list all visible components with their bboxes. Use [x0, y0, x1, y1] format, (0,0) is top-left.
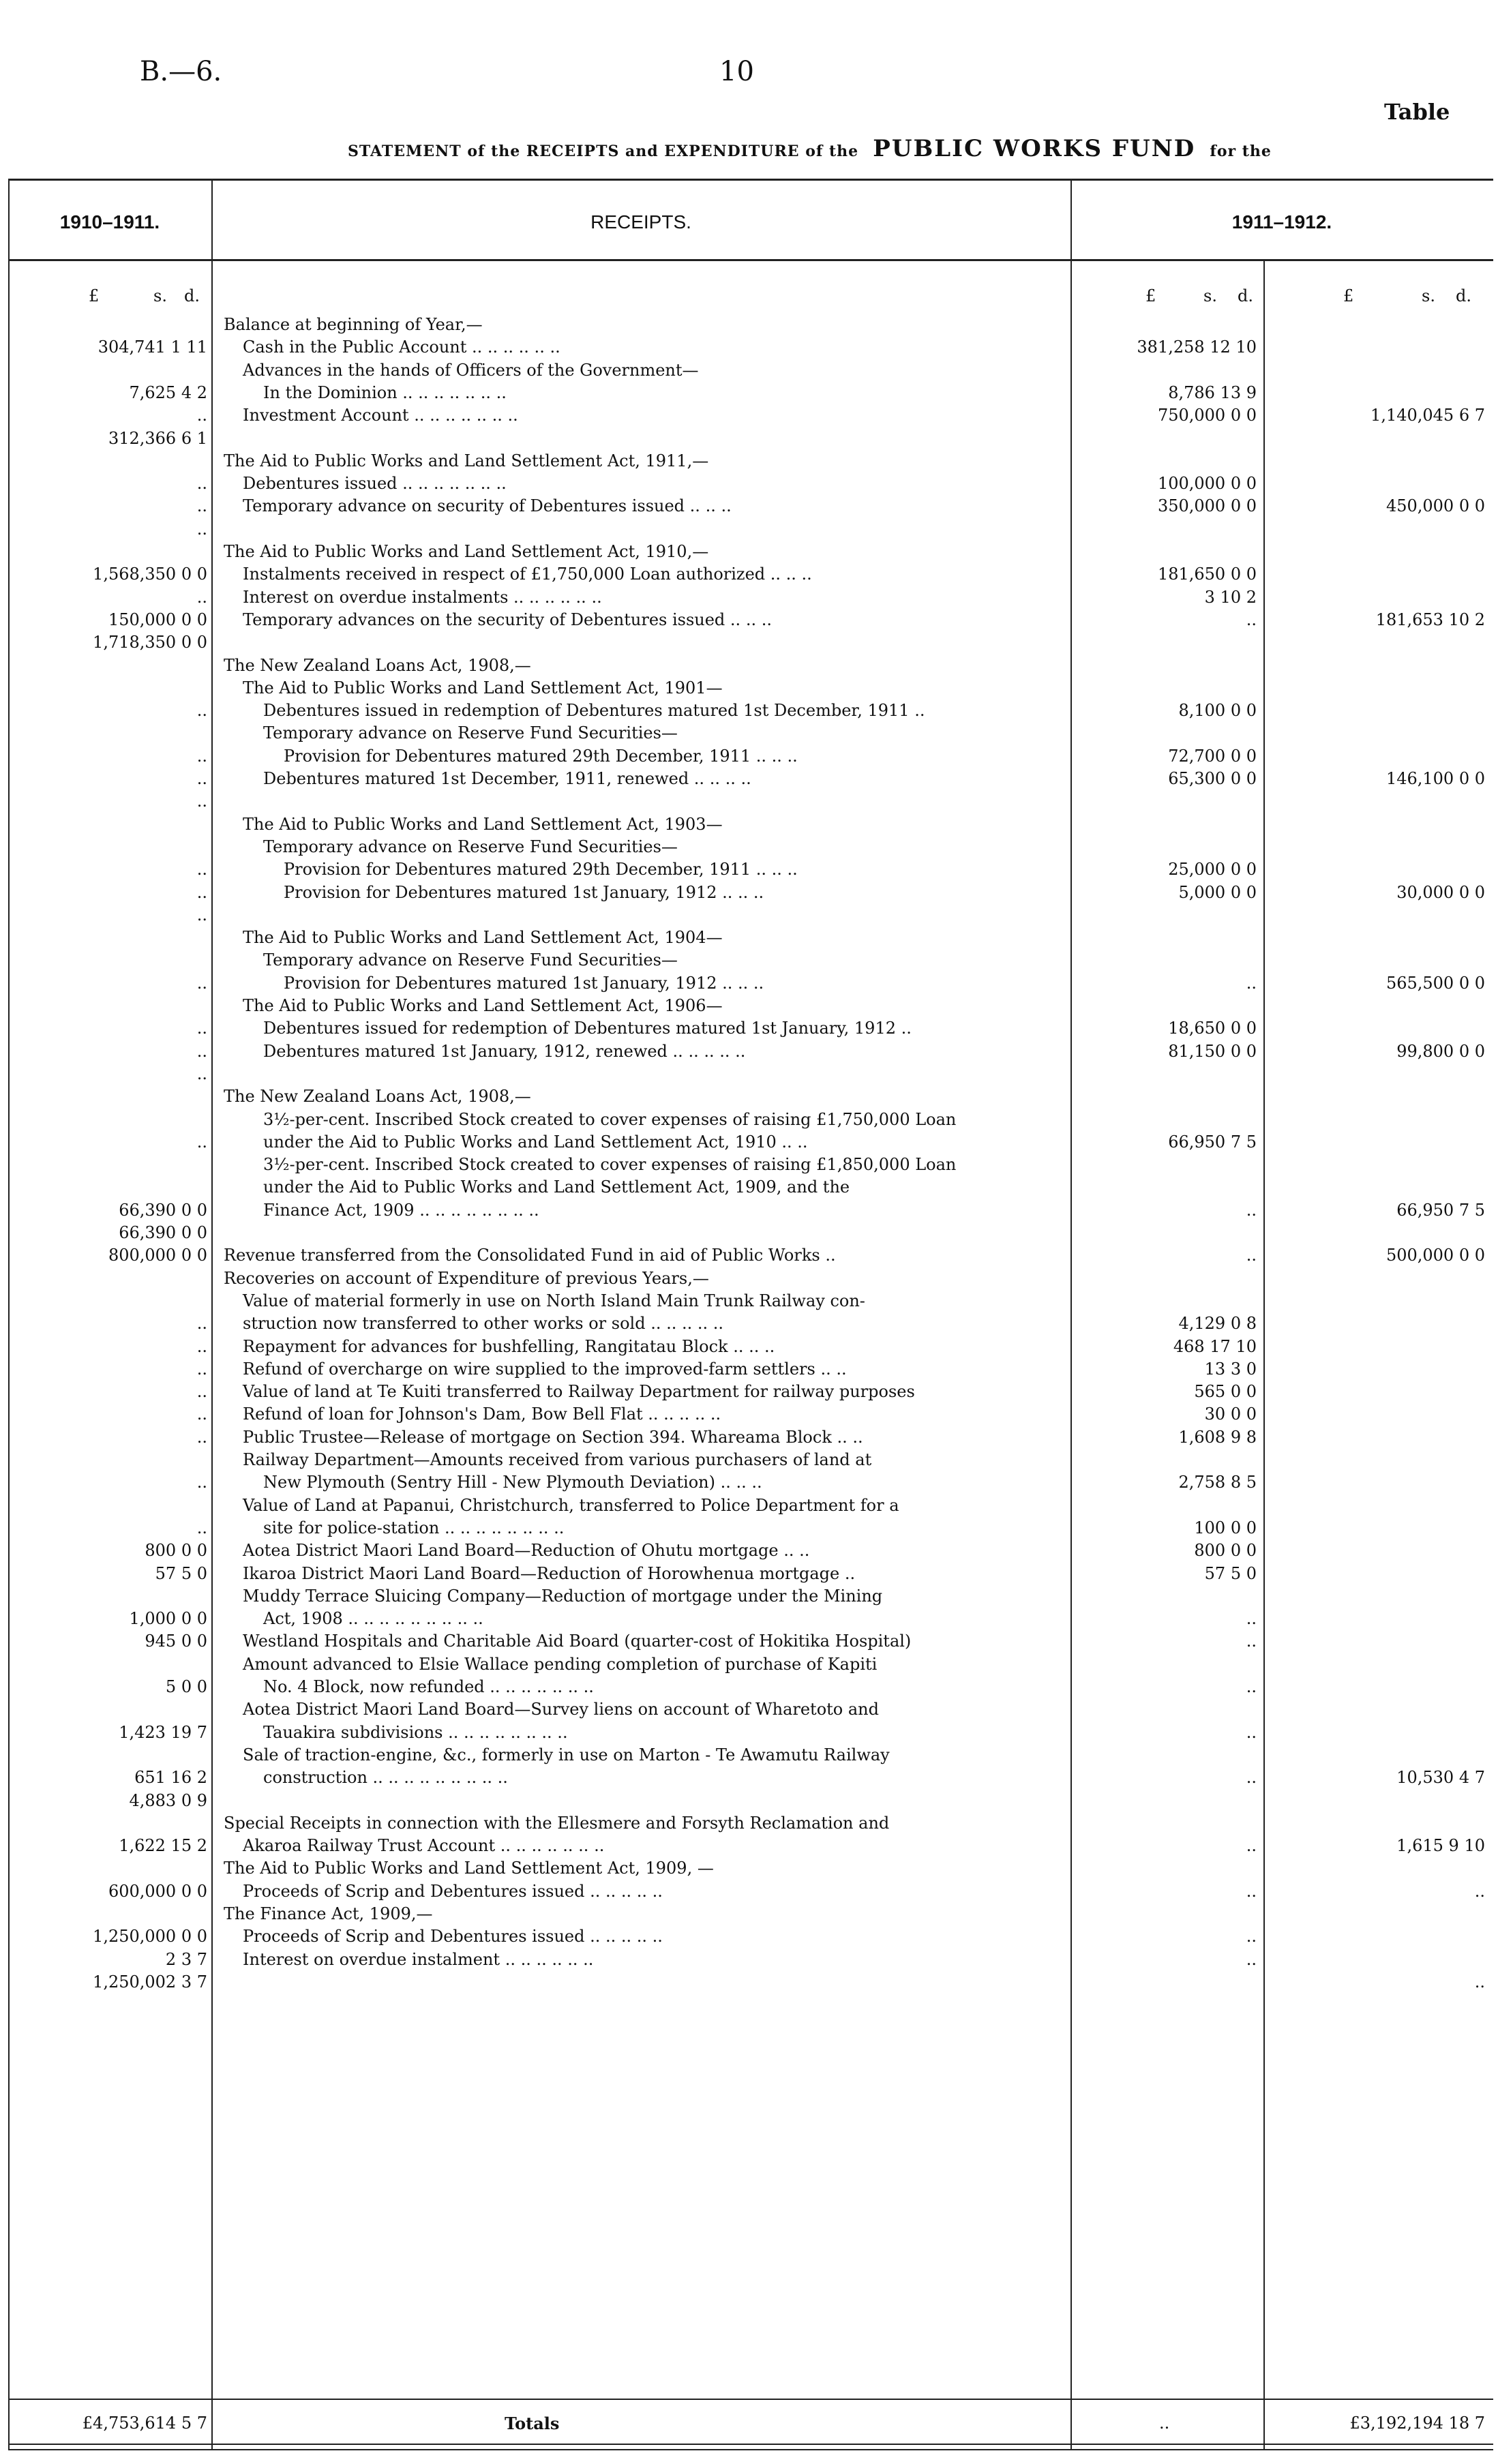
totals-cur-year: £3,192,194 18 7 — [1349, 2414, 1485, 2433]
cur-year-detail-amount: 66,950 7 5 — [1168, 1132, 1257, 1152]
prev-year-amount: 1,718,350 0 0 — [93, 633, 207, 652]
receipt-description: Railway Department—Amounts received from various purchasers of land at — [243, 1450, 872, 1469]
cur-year-detail-amount: 565 0 0 — [1194, 1382, 1257, 1402]
receipt-description: Temporary advances on the security of Debentures issued .. .. .. — [243, 610, 772, 629]
cur-year-detail-amount: 3 10 2 — [1204, 587, 1257, 607]
receipt-description: 3½-per-cent. Inscribed Stock created to cover expenses of raising £1,750,000 Loan — [263, 1109, 957, 1129]
cur-year-detail-amount: 65,300 0 0 — [1168, 769, 1257, 788]
receipt-description: New Plymouth (Sentry Hill - New Plymouth Deviation) .. .. .. — [263, 1473, 762, 1492]
header-bottom-rule — [8, 259, 1493, 261]
receipt-description: The Aid to Public Works and Land Settlement Act, 1903— — [243, 814, 723, 834]
receipt-description: Act, 1908 .. .. .. .. .. .. .. .. .. — [263, 1609, 483, 1629]
receipt-description: Provision for Debentures matured 1st January, 1912 .. .. .. — [284, 882, 764, 902]
receipt-description: Akaroa Railway Trust Account .. .. .. .. .. .. .. — [243, 1836, 605, 1856]
statement-caption — [348, 135, 1272, 162]
cur-year-total-amount: 66,950 7 5 — [1396, 1200, 1485, 1220]
prev-year-amount: 5 0 0 — [165, 1677, 207, 1696]
receipt-description: Westland Hospitals and Charitable Aid Board (quarter-cost of Hokitika Hospital) — [243, 1632, 912, 1651]
receipt-description: Proceeds of Scrip and Debentures issued .. .. .. .. .. — [243, 1927, 663, 1947]
totals-label: Totals — [505, 2414, 560, 2433]
prev-year-amount: 1,622 15 2 — [119, 1836, 207, 1856]
receipt-description: Interest on overdue instalment .. .. .. .. .. .. — [243, 1949, 594, 1969]
cur-year-detail-amount: 8,786 13 9 — [1168, 382, 1257, 402]
cur-year-detail-amount: 1,608 9 8 — [1178, 1427, 1257, 1447]
receipt-description: Balance at beginning of Year,— — [224, 315, 483, 334]
prev-year-amount: 651 16 2 — [134, 1768, 207, 1788]
cur-year-detail-amount: 8,100 0 0 — [1178, 701, 1257, 721]
cur-year-detail-amount: .. — [1246, 1200, 1257, 1220]
totals-bottom-rule-2 — [8, 2449, 1493, 2450]
cur-year-detail-amount: 81,150 0 0 — [1168, 1041, 1257, 1061]
receipt-description: In the Dominion .. .. .. .. .. .. .. — [263, 382, 507, 402]
prev-year-amount: 1,250,002 3 7 — [93, 1972, 207, 1992]
cur-year-detail-amount: .. — [1246, 1677, 1257, 1696]
receipt-description: Debentures issued in redemption of Debentures matured 1st December, 1911 .. — [263, 701, 925, 721]
prev-year-amount: 800 0 0 — [145, 1541, 207, 1561]
cur-year-detail-amount: 350,000 0 0 — [1157, 496, 1257, 516]
receipt-description: Aotea District Maori Land Board—Survey liens on account of Wharetoto and — [243, 1700, 879, 1719]
prev-year-amount: .. — [196, 1427, 207, 1447]
receipt-description: The New Zealand Loans Act, 1908,— — [224, 655, 531, 675]
cur-year-total-amount: 30,000 0 0 — [1396, 882, 1485, 902]
prev-year-amount: 1,423 19 7 — [119, 1722, 207, 1742]
receipt-description: Provision for Debentures matured 1st January, 1912 .. .. .. — [284, 973, 764, 993]
prev-year-amount: 66,390 0 0 — [119, 1223, 207, 1242]
prev-year-amount: 57 5 0 — [155, 1563, 207, 1583]
cur-year-detail-amount: .. — [1246, 1246, 1257, 1265]
prev-year-amount: 66,390 0 0 — [119, 1200, 207, 1220]
receipt-description: Temporary advance on security of Debentures issued .. .. .. — [243, 496, 732, 516]
totals-top-rule — [8, 2399, 1493, 2400]
receipt-description: Value of material formerly in use on North Island Main Trunk Railway con- — [243, 1291, 865, 1310]
receipt-description: The Aid to Public Works and Land Settlement Act, 1904— — [243, 928, 723, 948]
cur-year-detail-amount: .. — [1246, 1632, 1257, 1651]
prev-year-amount: 312,366 6 1 — [108, 428, 207, 448]
cur-year-detail-amount: 468 17 10 — [1173, 1336, 1257, 1356]
receipt-description: The Aid to Public Works and Land Settlement Act, 1910,— — [224, 542, 709, 561]
cur-year-detail-amount: .. — [1246, 1836, 1257, 1856]
cur-year-total-amount: 10,530 4 7 — [1396, 1768, 1485, 1788]
receipt-description: Debentures matured 1st January, 1912, renewed .. .. .. .. .. — [263, 1041, 746, 1061]
cur-year-detail-amount: 381,258 12 10 — [1137, 337, 1257, 357]
prev-year-amount: .. — [196, 1518, 207, 1537]
receipt-description: Temporary advance on Reserve Fund Securities— — [263, 950, 678, 970]
receipt-description: Debentures issued for redemption of Debentures matured 1st January, 1912 .. — [263, 1019, 912, 1038]
totals-mid: .. — [1159, 2414, 1170, 2433]
receipt-description: under the Aid to Public Works and Land Settlement Act, 1909, and the — [263, 1177, 850, 1197]
prev-year-amount: .. — [196, 1064, 207, 1083]
receipt-description: Refund of loan for Johnson's Dam, Bow Bell Flat .. .. .. .. .. — [243, 1404, 721, 1424]
prev-year-amount: .. — [196, 746, 207, 766]
receipt-description: Ikaroa District Maori Land Board—Reduction of Horowhenua mortgage .. — [243, 1563, 856, 1583]
cur-year-detail-amount: 100,000 0 0 — [1157, 474, 1257, 494]
prev-year-amount: .. — [196, 1019, 207, 1038]
prev-year-amount: 1,000 0 0 — [129, 1609, 207, 1629]
cur-year-detail-amount: 72,700 0 0 — [1168, 746, 1257, 766]
cur-year-total-amount: 1,615 9 10 — [1396, 1836, 1485, 1856]
cur-year-detail-amount: 5,000 0 0 — [1178, 882, 1257, 902]
receipt-description: No. 4 Block, now refunded .. .. .. .. .. .. .. — [263, 1677, 594, 1696]
prev-year-amount: .. — [196, 1382, 207, 1402]
cur-year-total-amount: 450,000 0 0 — [1385, 496, 1485, 516]
receipt-description: The New Zealand Loans Act, 1908,— — [224, 1087, 531, 1107]
prev-year-amount: .. — [196, 1359, 207, 1379]
left-d-unit: d. — [184, 286, 200, 305]
prev-year-amount: 2 3 7 — [165, 1949, 207, 1969]
prev-year-amount: 1,568,350 0 0 — [93, 565, 207, 584]
prev-year-amount: .. — [196, 769, 207, 788]
cur-year-detail-amount: .. — [1246, 610, 1257, 629]
mid-d-unit: d. — [1238, 286, 1253, 305]
receipt-description: Public Trustee—Release of mortgage on Section 394. Whareama Block .. .. — [243, 1427, 863, 1447]
cur-year-detail-amount: .. — [1246, 1722, 1257, 1742]
cur-year-detail-amount: 25,000 0 0 — [1168, 860, 1257, 880]
receipt-description: Amount advanced to Elsie Wallace pending completion of purchase of Kapiti — [243, 1654, 878, 1674]
prev-year-amount: 304,741 1 11 — [98, 337, 207, 357]
prev-year-amount: .. — [196, 1336, 207, 1356]
receipt-description: construction .. .. .. .. .. .. .. .. .. — [263, 1768, 508, 1788]
cur-year-detail-amount: 800 0 0 — [1194, 1541, 1257, 1561]
cur-year-total-amount: 181,653 10 2 — [1375, 610, 1485, 629]
receipt-description: Advances in the hands of Officers of the Government— — [243, 360, 699, 380]
prev-year-amount: .. — [196, 973, 207, 993]
cur-year-detail-amount: 57 5 0 — [1204, 1563, 1257, 1583]
cur-year-detail-amount: .. — [1246, 973, 1257, 993]
caption-suffix: for the — [1210, 142, 1272, 160]
receipt-description: Finance Act, 1909 .. .. .. .. .. .. .. .. — [263, 1200, 539, 1220]
cur-year-total-amount: 500,000 0 0 — [1385, 1246, 1485, 1265]
receipt-description: Value of Land at Papanui, Christchurch, transferred to Police Department for a — [243, 1495, 899, 1515]
prev-year-amount: .. — [196, 587, 207, 607]
receipt-description: Sale of traction-engine, &c., formerly in use on Marton - Te Awamutu Railway — [243, 1745, 890, 1764]
prev-year-amount: .. — [196, 701, 207, 721]
receipt-description: Provision for Debentures matured 29th December, 1911 .. .. .. — [284, 860, 798, 880]
prev-year-amount: 945 0 0 — [145, 1632, 207, 1651]
receipt-description: Interest on overdue instalments .. .. .. .. .. .. — [243, 587, 602, 607]
cur-year-detail-amount: .. — [1246, 1881, 1257, 1901]
prev-year-amount: .. — [196, 519, 207, 539]
cur-year-detail-amount: 100 0 0 — [1194, 1518, 1257, 1537]
caption-prefix: STATEMENT of the RECEIPTS and EXPENDITURE of the — [348, 142, 859, 160]
cur-year-detail-amount: 2,758 8 5 — [1178, 1473, 1257, 1492]
receipt-description: Special Receipts in connection with the Ellesmere and Forsyth Reclamation and — [224, 1813, 890, 1833]
receipt-description: Aotea District Maori Land Board—Reduction of Ohutu mortgage .. .. — [243, 1541, 810, 1561]
cur-year-detail-amount: 18,650 0 0 — [1168, 1019, 1257, 1038]
prev-year-amount: 150,000 0 0 — [108, 610, 207, 629]
divider-right — [1263, 259, 1265, 2449]
right-d-unit: d. — [1456, 286, 1471, 305]
prev-year-amount: .. — [196, 1041, 207, 1061]
prev-year-amount: 800,000 0 0 — [108, 1246, 207, 1265]
cur-year-detail-amount: 750,000 0 0 — [1157, 406, 1257, 425]
receipt-description: Repayment for advances for bushfelling, Rangitatau Block .. .. .. — [243, 1336, 775, 1356]
receipt-description: Investment Account .. .. .. .. .. .. .. — [243, 406, 518, 425]
receipt-description: Proceeds of Scrip and Debentures issued .. .. .. .. .. — [243, 1881, 663, 1901]
column-cur-year: 1911–1912. — [1231, 211, 1332, 232]
prev-year-amount: .. — [196, 406, 207, 425]
cur-year-total-amount: 99,800 0 0 — [1396, 1041, 1485, 1061]
column-receipts: RECEIPTS. — [590, 211, 691, 232]
series-label: B.—6. — [140, 56, 222, 87]
cur-year-detail-amount: 181,650 0 0 — [1157, 565, 1257, 584]
prev-year-amount: .. — [196, 474, 207, 494]
left-pound-unit: £ — [89, 286, 100, 305]
page-number: 10 — [719, 56, 754, 87]
receipt-description: Tauakira subdivisions .. .. .. .. .. .. .. .. — [263, 1722, 568, 1742]
table-top-rule — [8, 179, 1493, 181]
receipt-description: under the Aid to Public Works and Land Settlement Act, 1910 .. .. — [263, 1132, 808, 1152]
cur-year-detail-amount: .. — [1246, 1949, 1257, 1969]
prev-year-amount: .. — [196, 905, 207, 925]
cur-year-total-amount: 565,500 0 0 — [1385, 973, 1485, 993]
right-pound-unit: £ — [1343, 286, 1354, 305]
mid-pound-unit: £ — [1145, 286, 1156, 305]
receipt-description: Refund of overcharge on wire supplied to the improved-farm settlers .. .. — [243, 1359, 847, 1379]
column-prev-year: 1910–1911. — [59, 211, 160, 232]
receipt-description: Debentures issued .. .. .. .. .. .. .. — [243, 474, 507, 494]
prev-year-amount: .. — [196, 860, 207, 880]
receipt-description: The Aid to Public Works and Land Settlement Act, 1909, — — [224, 1859, 714, 1878]
right-s-unit: s. — [1422, 286, 1435, 305]
cur-year-detail-amount: .. — [1246, 1768, 1257, 1788]
cur-year-detail-amount: 4,129 0 8 — [1178, 1314, 1257, 1334]
receipt-description: Recoveries on account of Expenditure of previous Years,— — [224, 1268, 709, 1288]
prev-year-amount: .. — [196, 1473, 207, 1492]
mid-s-unit: s. — [1203, 286, 1217, 305]
receipt-description: The Aid to Public Works and Land Settlement Act, 1901— — [243, 678, 723, 697]
prev-year-amount: .. — [196, 496, 207, 516]
receipt-description: Cash in the Public Account .. .. .. .. .. .. — [243, 337, 560, 357]
receipt-description: Temporary advance on Reserve Fund Securities— — [263, 723, 678, 743]
prev-year-amount: 600,000 0 0 — [108, 1881, 207, 1901]
receipt-description: struction now transferred to other works or sold .. .. .. .. .. — [243, 1314, 724, 1334]
receipt-description: site for police-station .. .. .. .. .. .. .. .. — [263, 1518, 565, 1537]
receipt-description: Value of land at Te Kuiti transferred to Railway Department for railway purposes — [243, 1382, 915, 1402]
totals-bottom-rule-1 — [8, 2444, 1493, 2445]
cur-year-detail-amount: 30 0 0 — [1204, 1404, 1257, 1424]
receipt-description: The Finance Act, 1909,— — [224, 1904, 433, 1923]
table-label: Table — [1384, 99, 1450, 125]
cur-year-detail-amount: 13 3 0 — [1204, 1359, 1257, 1379]
caption-fund: PUBLIC WORKS FUND — [873, 135, 1196, 162]
cur-year-total-amount: .. — [1474, 1972, 1485, 1992]
prev-year-amount: 7,625 4 2 — [129, 382, 207, 402]
cur-year-total-amount: 1,140,045 6 7 — [1370, 406, 1485, 425]
prev-year-amount: .. — [196, 1314, 207, 1334]
divider-mid — [1070, 179, 1072, 2449]
receipt-description: Muddy Terrace Sluicing Company—Reduction of mortgage under the Mining — [243, 1586, 883, 1606]
prev-year-amount: .. — [196, 1404, 207, 1424]
receipt-description: The Aid to Public Works and Land Settlement Act, 1911,— — [224, 451, 709, 470]
receipt-description: Instalments received in respect of £1,750,000 Loan authorized .. .. .. — [243, 565, 812, 584]
cur-year-total-amount: .. — [1474, 1881, 1485, 1901]
prev-year-amount: 1,250,000 0 0 — [93, 1927, 207, 1947]
receipt-description: Temporary advance on Reserve Fund Securities— — [263, 837, 678, 856]
prev-year-amount: .. — [196, 1132, 207, 1152]
receipt-description: Provision for Debentures matured 29th December, 1911 .. .. .. — [284, 746, 798, 766]
cur-year-detail-amount: .. — [1246, 1927, 1257, 1947]
cur-year-detail-amount: .. — [1246, 1609, 1257, 1629]
prev-year-amount: .. — [196, 882, 207, 902]
receipt-description: Debentures matured 1st December, 1911, renewed .. .. .. .. — [263, 769, 751, 788]
divider-left — [211, 179, 213, 2449]
receipt-description: Revenue transferred from the Consolidated Fund in aid of Public Works .. — [224, 1246, 836, 1265]
cur-year-total-amount: 146,100 0 0 — [1385, 769, 1485, 788]
left-s-unit: s. — [153, 286, 167, 305]
prev-year-amount: .. — [196, 792, 207, 811]
prev-year-amount: 4,883 0 9 — [129, 1790, 207, 1810]
totals-prev-year: £4,753,614 5 7 — [82, 2414, 207, 2433]
receipt-description: The Aid to Public Works and Land Settlement Act, 1906— — [243, 996, 723, 1015]
receipt-description: 3½-per-cent. Inscribed Stock created to cover expenses of raising £1,850,000 Loan — [263, 1155, 957, 1175]
